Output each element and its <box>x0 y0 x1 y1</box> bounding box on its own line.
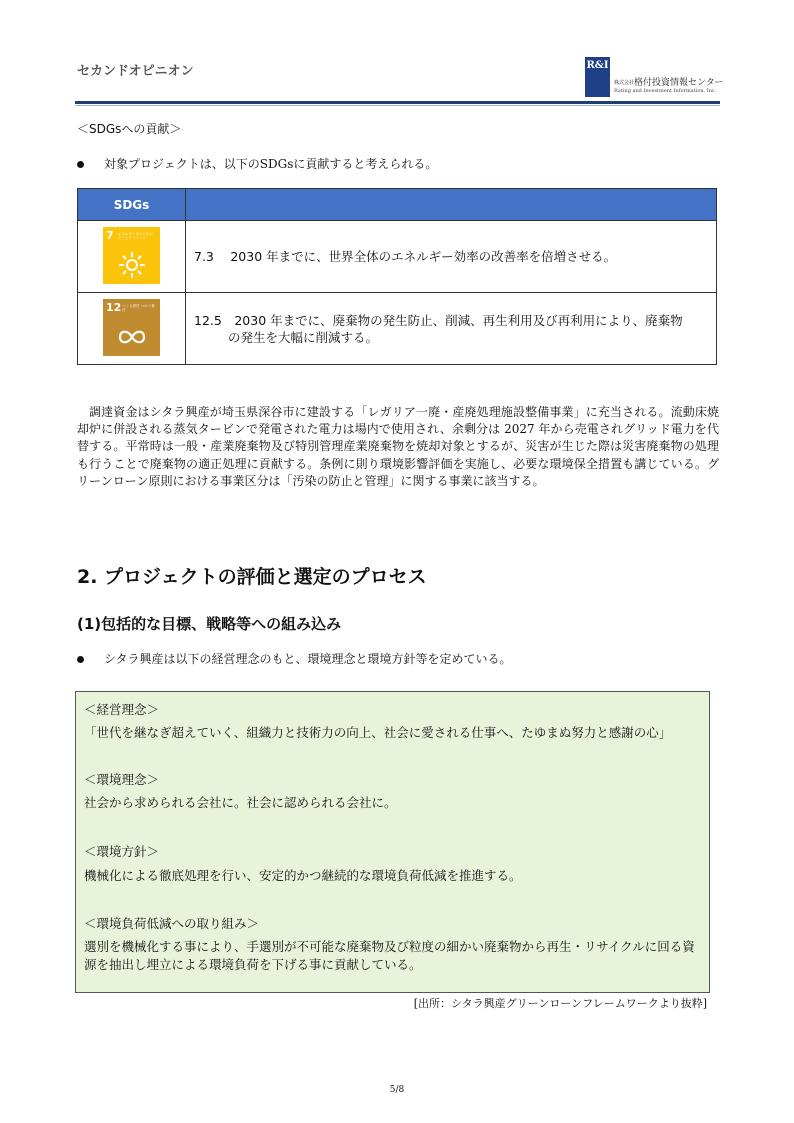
infinity-icon <box>117 323 147 351</box>
sun-icon <box>117 251 147 279</box>
document-header-title: セカンドオピニオン <box>77 64 194 79</box>
sdg-goal-number: 12 <box>106 300 122 314</box>
bullet-icon <box>77 656 84 663</box>
project-description: 調達資金はシタラ興産が埼玉県深谷市に建設する「レガリア一廃・産廃処理施設整備事業」に充当される。流動床焼却炉に併設される蒸気タービンで発電された電力は場内で使用され、余剰分は 2027 年から売電されグリッド電力を代替する。平常時は一般・産業廃棄物及び特別管理産業廃棄物を焼却対象とするが、災害が生じた際は災害廃棄物の処理も行うことで廃棄物の適正処理に貢献する。条例に則り環境影響評価を実施し、必要な環境保全措置も講じている。グリーンローン原則における事業区分は「汚染の防止と管理」に関する事業に該当する。 <box>77 405 719 488</box>
header-rule-thin <box>75 105 720 106</box>
ri-logo-prefix: 株式会社 <box>614 80 635 86</box>
page-number: 5/8 <box>389 1085 405 1095</box>
ri-logo-mark: R&I <box>585 57 610 97</box>
ri-logo <box>585 57 724 99</box>
impact-reduction-title: ＜環境負荷低減への取り組み＞ <box>84 916 260 931</box>
section-heading: 2. プロジェクトの評価と選定のプロセス <box>77 566 427 588</box>
management-philosophy-text: 「世代を継なぎ超えていく、組織力と技術力の向上、社会に愛される仕事へ、たゆまぬ努力と感謝の心」 <box>84 725 672 740</box>
sdg-goal-number: 7 <box>106 228 114 242</box>
sdg-icon-cell <box>78 221 186 293</box>
table-row <box>78 221 717 293</box>
ri-logo-english: Rating and Investment Information, Inc. <box>614 88 717 94</box>
sdg-goal-12-icon <box>103 299 160 356</box>
ri-logo-japanese <box>614 75 724 88</box>
environmental-philosophy-title: ＜環境理念＞ <box>84 772 160 787</box>
environmental-policy-title: ＜環境方針＞ <box>84 844 160 859</box>
header-rule <box>75 101 720 104</box>
sdgs-table-header-empty <box>186 189 717 221</box>
environmental-policy-text: 機械化による徹底処理を行い、安定的かつ継続的な環境負荷低減を推進する。 <box>84 868 522 883</box>
ri-logo-name: 格付投資情報センター <box>634 78 724 88</box>
sdgs-bullet <box>77 155 437 172</box>
philosophy-bullet-text: シタラ興産は以下の経営理念のもと、環境理念と環境方針等を定めている。 <box>104 652 512 666</box>
impact-reduction-text: 選別を機械化する事により、手選別が不可能な廃棄物及び粒度の細かい廃棄物から再生・リサイクルに回る資源を抽出し埋立による環境負荷を下げる事に貢献している。 <box>84 939 695 972</box>
environmental-philosophy-text: 社会から求められる会社に。社会に認められる会社に。 <box>84 795 397 810</box>
sdg-icon-cell <box>78 293 186 365</box>
sdg-goal-caption: エネルギーをみんなに そしてクリーンに <box>118 231 153 240</box>
sdgs-table-header: SDGs <box>78 189 186 221</box>
philosophy-box <box>75 691 710 993</box>
sdg-target-text-cont: の発生を大幅に削減する。 <box>228 329 379 345</box>
bullet-icon <box>77 161 84 168</box>
philosophy-bullet <box>77 650 512 667</box>
table-row <box>78 293 717 365</box>
sdg-target-text: 12.5 2030 年までに、廃棄物の発生防止、削減、再生利用及び再利用により、廃棄物 <box>194 312 683 328</box>
source-note: [出所：シタラ興産グリーンローンフレームワークより抜粋] <box>413 997 707 1010</box>
sdgs-subtitle: ＜SDGsへの貢献＞ <box>77 122 182 136</box>
sdg-target-text: 7.3 2030 年までに、世界全体のエネルギー効率の改善率を倍増させる。 <box>194 249 617 264</box>
sdgs-bullet-text: 対象プロジェクトは、以下のSDGsに貢献すると考えられる。 <box>104 157 438 171</box>
sdg-goal-caption: つくる責任 つかう責任 <box>122 303 155 312</box>
sdgs-table <box>77 188 717 365</box>
sdg-goal-7-icon <box>103 227 160 284</box>
section-subheading: (1)包括的な目標、戦略等への組み込み <box>77 615 342 633</box>
sdg-target-7-3 <box>186 221 717 293</box>
management-philosophy-title: ＜経営理念＞ <box>84 702 160 717</box>
sdg-target-12-5 <box>186 293 717 365</box>
sdgs-table-header-row <box>78 189 717 221</box>
